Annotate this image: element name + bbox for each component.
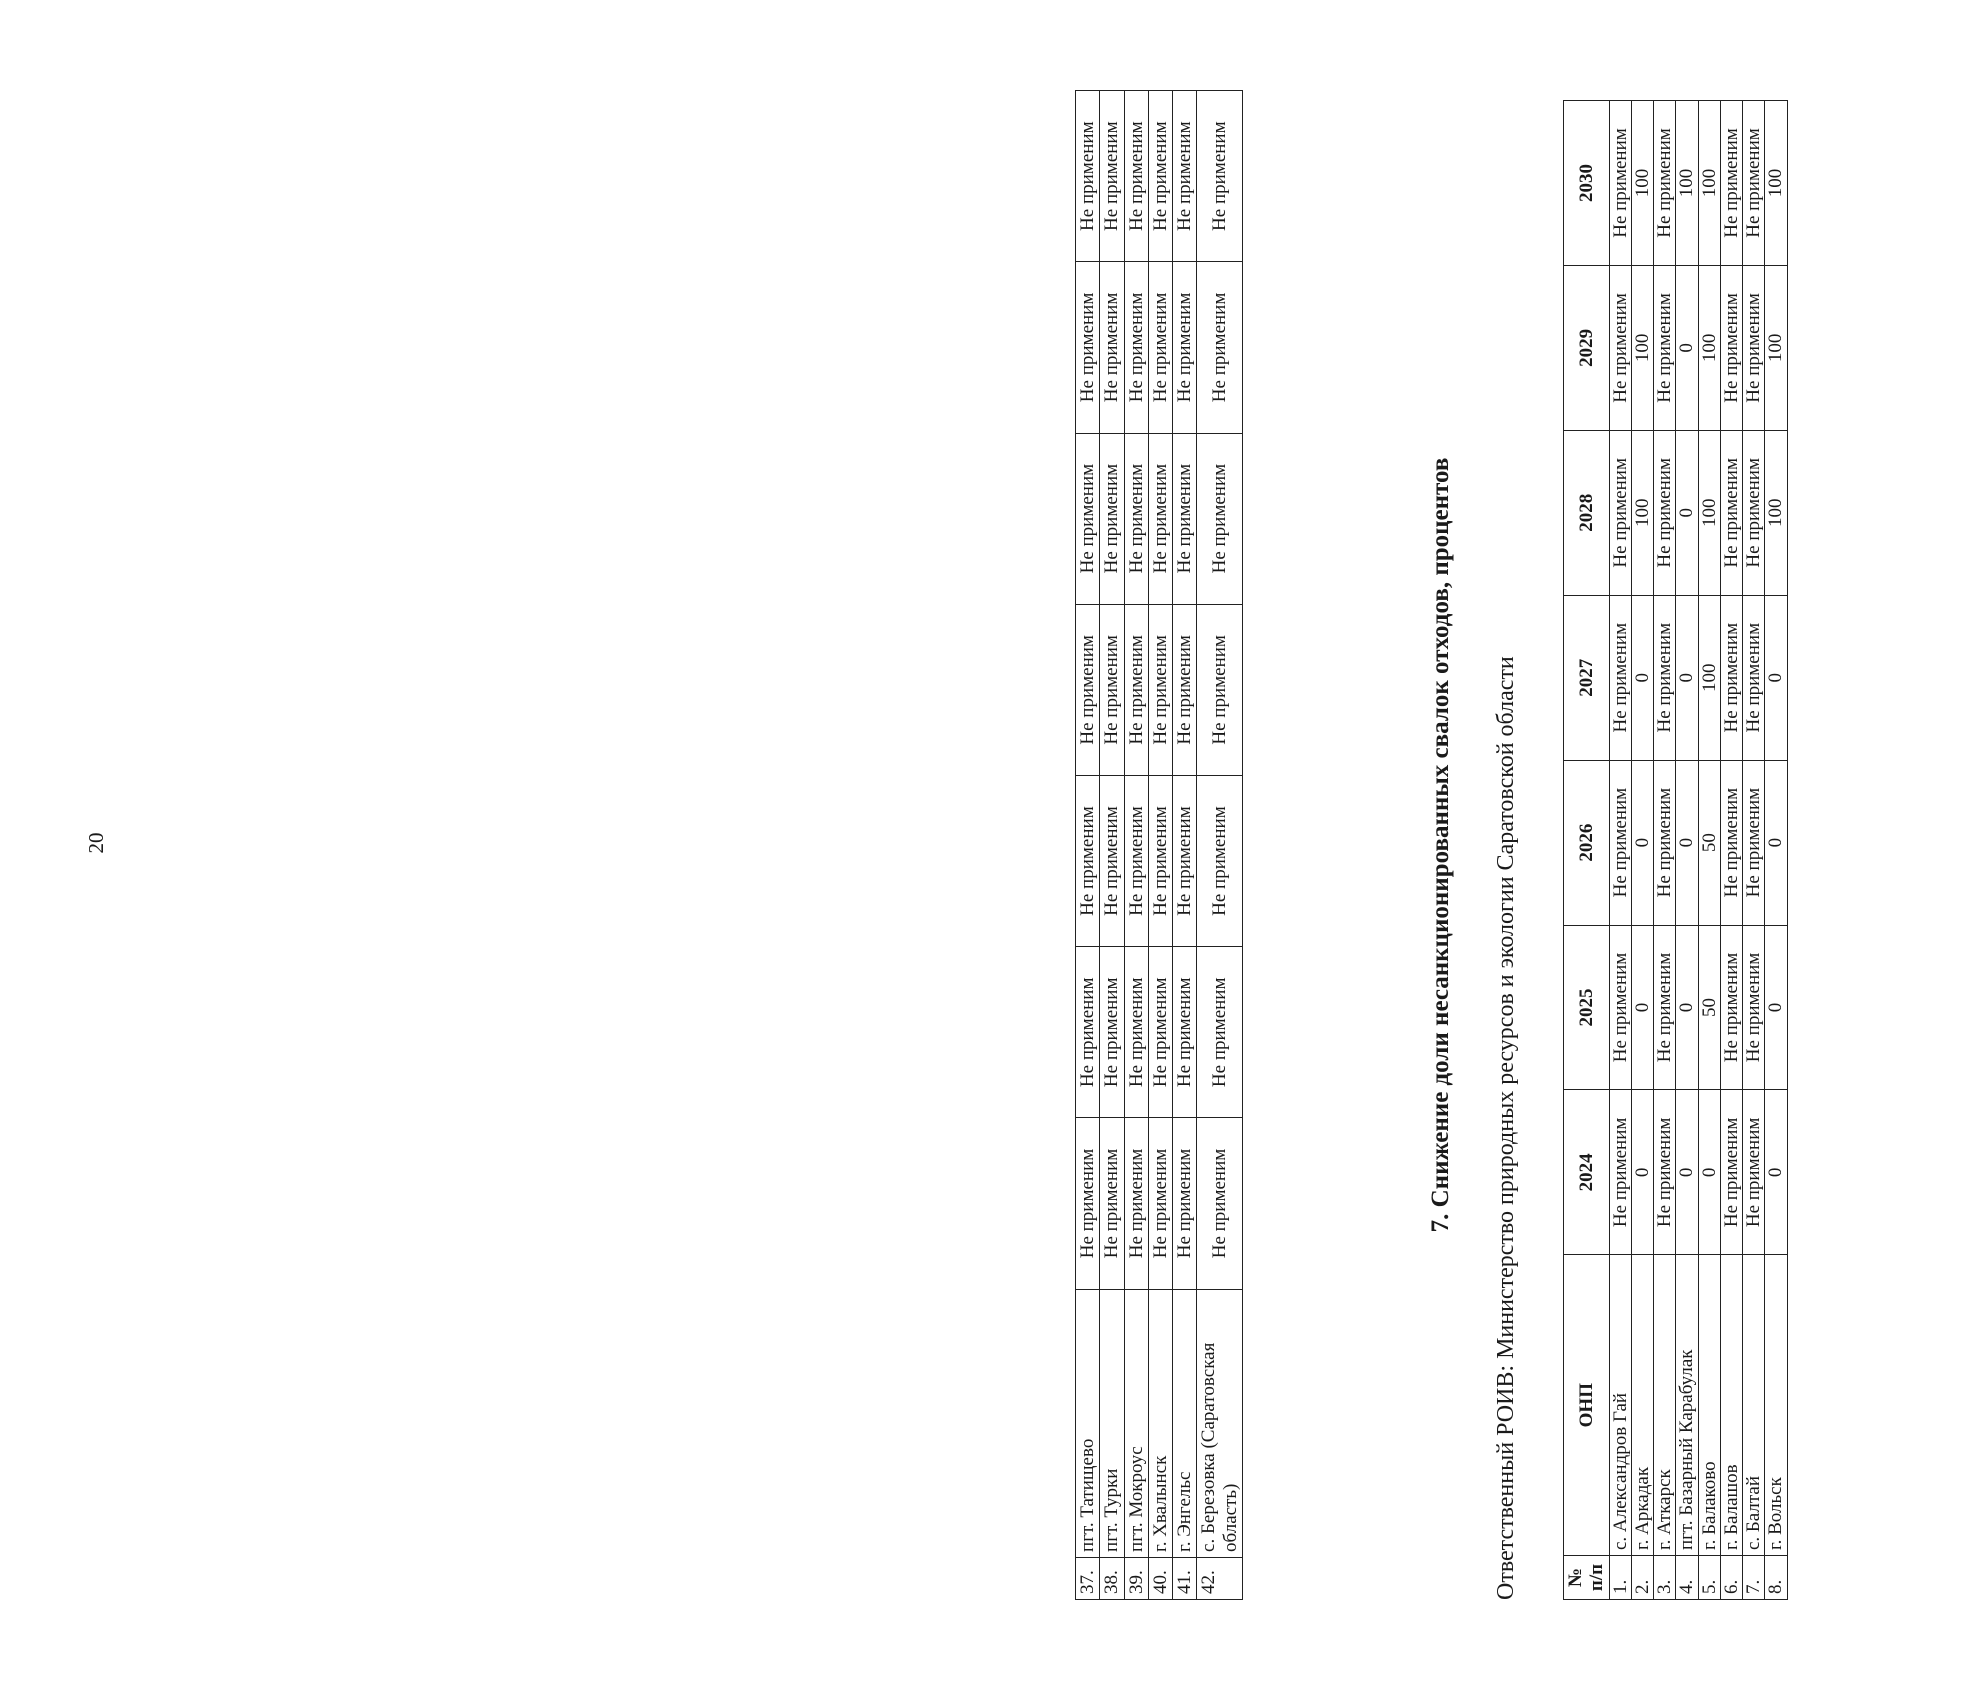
year-value-cell: Не применим bbox=[1124, 433, 1148, 604]
column-header: 2025 bbox=[1564, 925, 1610, 1090]
settlement-name: г. Энгельс bbox=[1173, 1289, 1197, 1557]
year-value-cell: Не применим bbox=[1197, 262, 1243, 433]
row-number: 4. bbox=[1676, 1556, 1698, 1600]
row-number: 6. bbox=[1720, 1556, 1742, 1600]
year-value-cell: Не применим bbox=[1076, 947, 1100, 1118]
settlement-name: пгт. Турки bbox=[1100, 1289, 1124, 1557]
year-value-cell: Не применим bbox=[1197, 433, 1243, 604]
year-value-cell: Не применим bbox=[1124, 262, 1148, 433]
year-value-cell: Не применим bbox=[1743, 101, 1765, 266]
year-value-cell: 100 bbox=[1631, 265, 1653, 430]
year-value-cell: Не применим bbox=[1609, 760, 1631, 925]
settlement-name: пгт. Мокроус bbox=[1124, 1289, 1148, 1557]
dumps-reduction-table bbox=[1563, 100, 1788, 1600]
year-value-cell: Не применим bbox=[1100, 1118, 1124, 1289]
year-value-cell: Не применим bbox=[1720, 101, 1742, 266]
row-number: 8. bbox=[1765, 1556, 1787, 1600]
year-value-cell: Не применим bbox=[1197, 91, 1243, 262]
year-value-cell: Не применим bbox=[1173, 1118, 1197, 1289]
table-row bbox=[1609, 101, 1631, 1600]
year-value-cell: Не применим bbox=[1148, 604, 1172, 775]
year-value-cell: Не применим bbox=[1197, 947, 1243, 1118]
year-value-cell: Не применим bbox=[1076, 604, 1100, 775]
row-number: 2. bbox=[1631, 1556, 1653, 1600]
year-value-cell: Не применим bbox=[1148, 433, 1172, 604]
rotated-page-content bbox=[1075, 90, 1985, 1600]
table-row bbox=[1698, 101, 1720, 1600]
year-value-cell: Не применим bbox=[1720, 595, 1742, 760]
year-value-cell: 0 bbox=[1676, 1090, 1698, 1255]
year-value-cell: Не применим bbox=[1173, 775, 1197, 946]
year-value-cell: Не применим bbox=[1743, 265, 1765, 430]
year-value-cell: 0 bbox=[1676, 760, 1698, 925]
year-value-cell: 0 bbox=[1676, 925, 1698, 1090]
table-row bbox=[1654, 101, 1676, 1600]
year-value-cell: Не применим bbox=[1100, 262, 1124, 433]
year-value-cell: Не применим bbox=[1743, 1090, 1765, 1255]
year-value-cell: 50 bbox=[1698, 925, 1720, 1090]
year-value-cell: Не применим bbox=[1076, 433, 1100, 604]
settlement-name: г. Хвалынск bbox=[1148, 1289, 1172, 1557]
year-value-cell: Не применим bbox=[1654, 101, 1676, 266]
continuation-table bbox=[1075, 90, 1243, 1600]
responsible-authority: Ответственный РОИВ: Министерство природных ресурсов и экологии Саратовской области bbox=[1493, 656, 1519, 1600]
year-value-cell: 100 bbox=[1631, 430, 1653, 595]
table-header-row bbox=[1564, 101, 1610, 1600]
year-value-cell: 100 bbox=[1765, 430, 1787, 595]
year-value-cell: 100 bbox=[1698, 430, 1720, 595]
table-row bbox=[1743, 101, 1765, 1600]
column-header: 2030 bbox=[1564, 101, 1610, 266]
settlement-name: г. Аркадак bbox=[1631, 1255, 1653, 1556]
year-value-cell: Не применим bbox=[1124, 91, 1148, 262]
year-value-cell: Не применим bbox=[1076, 1118, 1100, 1289]
year-value-cell: Не применим bbox=[1197, 604, 1243, 775]
year-value-cell: Не применим bbox=[1609, 265, 1631, 430]
year-value-cell: 0 bbox=[1631, 595, 1653, 760]
year-value-cell: Не применим bbox=[1654, 760, 1676, 925]
year-value-cell: Не применим bbox=[1609, 925, 1631, 1090]
year-value-cell: 100 bbox=[1698, 595, 1720, 760]
year-value-cell: 0 bbox=[1765, 1090, 1787, 1255]
page-number: 20 bbox=[84, 832, 108, 854]
row-number: 7. bbox=[1743, 1556, 1765, 1600]
row-number: 40. bbox=[1148, 1557, 1172, 1599]
year-value-cell: Не применим bbox=[1100, 947, 1124, 1118]
row-number: 38. bbox=[1100, 1557, 1124, 1599]
settlement-name: с. Балтай bbox=[1743, 1255, 1765, 1556]
year-value-cell: 0 bbox=[1631, 925, 1653, 1090]
year-value-cell: Не применим bbox=[1720, 265, 1742, 430]
year-value-cell: Не применим bbox=[1124, 604, 1148, 775]
row-number: 42. bbox=[1197, 1557, 1243, 1599]
year-value-cell: Не применим bbox=[1124, 775, 1148, 946]
year-value-cell: Не применим bbox=[1148, 1118, 1172, 1289]
year-value-cell: Не применим bbox=[1197, 775, 1243, 946]
year-value-cell: Не применим bbox=[1609, 101, 1631, 266]
row-number: 37. bbox=[1076, 1557, 1100, 1599]
year-value-cell: 100 bbox=[1698, 101, 1720, 266]
year-value-cell: Не применим bbox=[1124, 947, 1148, 1118]
year-value-cell: Не применим bbox=[1148, 775, 1172, 946]
year-value-cell: Не применим bbox=[1720, 430, 1742, 595]
settlement-name: с. Александров Гай bbox=[1609, 1255, 1631, 1556]
table-row bbox=[1676, 101, 1698, 1600]
year-value-cell: Не применим bbox=[1173, 947, 1197, 1118]
column-header: 2029 bbox=[1564, 265, 1610, 430]
year-value-cell: 0 bbox=[1676, 595, 1698, 760]
year-value-cell: Не применим bbox=[1124, 1118, 1148, 1289]
table-row bbox=[1148, 91, 1172, 1600]
year-value-cell: Не применим bbox=[1654, 595, 1676, 760]
year-value-cell: 100 bbox=[1765, 265, 1787, 430]
year-value-cell: Не применим bbox=[1076, 262, 1100, 433]
settlement-name: пгт. Базарный Карабулак bbox=[1676, 1255, 1698, 1556]
year-value-cell: Не применим bbox=[1100, 91, 1124, 262]
column-header: 2024 bbox=[1564, 1090, 1610, 1255]
year-value-cell: Не применим bbox=[1609, 430, 1631, 595]
year-value-cell: 0 bbox=[1765, 595, 1787, 760]
year-value-cell: Не применим bbox=[1654, 925, 1676, 1090]
table-row bbox=[1173, 91, 1197, 1600]
year-value-cell: 0 bbox=[1631, 760, 1653, 925]
column-header: 2027 bbox=[1564, 595, 1610, 760]
year-value-cell: Не применим bbox=[1076, 775, 1100, 946]
column-header: ОНП bbox=[1564, 1255, 1610, 1556]
year-value-cell: Не применим bbox=[1148, 262, 1172, 433]
year-value-cell: Не применим bbox=[1173, 433, 1197, 604]
year-value-cell: Не применим bbox=[1076, 91, 1100, 262]
year-value-cell: Не применим bbox=[1743, 925, 1765, 1090]
table-row bbox=[1100, 91, 1124, 1600]
year-value-cell: 0 bbox=[1698, 1090, 1720, 1255]
year-value-cell: Не применим bbox=[1173, 262, 1197, 433]
year-value-cell: Не применим bbox=[1609, 595, 1631, 760]
table-row bbox=[1765, 101, 1787, 1600]
year-value-cell: Не применим bbox=[1720, 760, 1742, 925]
year-value-cell: Не применим bbox=[1148, 947, 1172, 1118]
settlement-name: г. Балаково bbox=[1698, 1255, 1720, 1556]
year-value-cell: 0 bbox=[1676, 265, 1698, 430]
table-row bbox=[1631, 101, 1653, 1600]
year-value-cell: 100 bbox=[1698, 265, 1720, 430]
continuation-table-body bbox=[1076, 91, 1243, 1600]
year-value-cell: Не применим bbox=[1100, 604, 1124, 775]
year-value-cell: 100 bbox=[1676, 101, 1698, 266]
year-value-cell: Не применим bbox=[1654, 265, 1676, 430]
year-value-cell: Не применим bbox=[1743, 595, 1765, 760]
row-number: 39. bbox=[1124, 1557, 1148, 1599]
year-value-cell: Не применим bbox=[1720, 1090, 1742, 1255]
column-header: № п/п bbox=[1564, 1556, 1610, 1600]
row-number: 3. bbox=[1654, 1556, 1676, 1600]
year-value-cell: Не применим bbox=[1173, 604, 1197, 775]
year-value-cell: Не применим bbox=[1743, 760, 1765, 925]
year-value-cell: Не применим bbox=[1197, 1118, 1243, 1289]
year-value-cell: Не применим bbox=[1148, 91, 1172, 262]
year-value-cell: Не применим bbox=[1654, 430, 1676, 595]
year-value-cell: Не применим bbox=[1743, 430, 1765, 595]
row-number: 1. bbox=[1609, 1556, 1631, 1600]
year-value-cell: Не применим bbox=[1100, 433, 1124, 604]
year-value-cell: 0 bbox=[1676, 430, 1698, 595]
dumps-reduction-table-body bbox=[1609, 101, 1787, 1600]
year-value-cell: Не применим bbox=[1720, 925, 1742, 1090]
table-row bbox=[1720, 101, 1742, 1600]
year-value-cell: 0 bbox=[1765, 925, 1787, 1090]
year-value-cell: 100 bbox=[1631, 101, 1653, 266]
table-row bbox=[1076, 91, 1100, 1600]
year-value-cell: Не применим bbox=[1173, 91, 1197, 262]
year-value-cell: 0 bbox=[1765, 760, 1787, 925]
table-row bbox=[1197, 91, 1243, 1600]
year-value-cell: Не применим bbox=[1609, 1090, 1631, 1255]
settlement-name: г. Вольск bbox=[1765, 1255, 1787, 1556]
table-row bbox=[1124, 91, 1148, 1600]
column-header: 2026 bbox=[1564, 760, 1610, 925]
year-value-cell: Не применим bbox=[1100, 775, 1124, 946]
row-number: 5. bbox=[1698, 1556, 1720, 1600]
settlement-name: г. Балашов bbox=[1720, 1255, 1742, 1556]
settlement-name: пгт. Татищево bbox=[1076, 1289, 1100, 1557]
settlement-name: г. Аткарск bbox=[1654, 1255, 1676, 1556]
section-title: 7. Снижение доли несанкционированных свалок отходов, процентов bbox=[1427, 457, 1454, 1233]
year-value-cell: 0 bbox=[1631, 1090, 1653, 1255]
year-value-cell: 100 bbox=[1765, 101, 1787, 266]
row-number: 41. bbox=[1173, 1557, 1197, 1599]
settlement-name: с. Березовка (Саратовская область) bbox=[1197, 1289, 1243, 1557]
column-header: 2028 bbox=[1564, 430, 1610, 595]
year-value-cell: Не применим bbox=[1654, 1090, 1676, 1255]
year-value-cell: 50 bbox=[1698, 760, 1720, 925]
